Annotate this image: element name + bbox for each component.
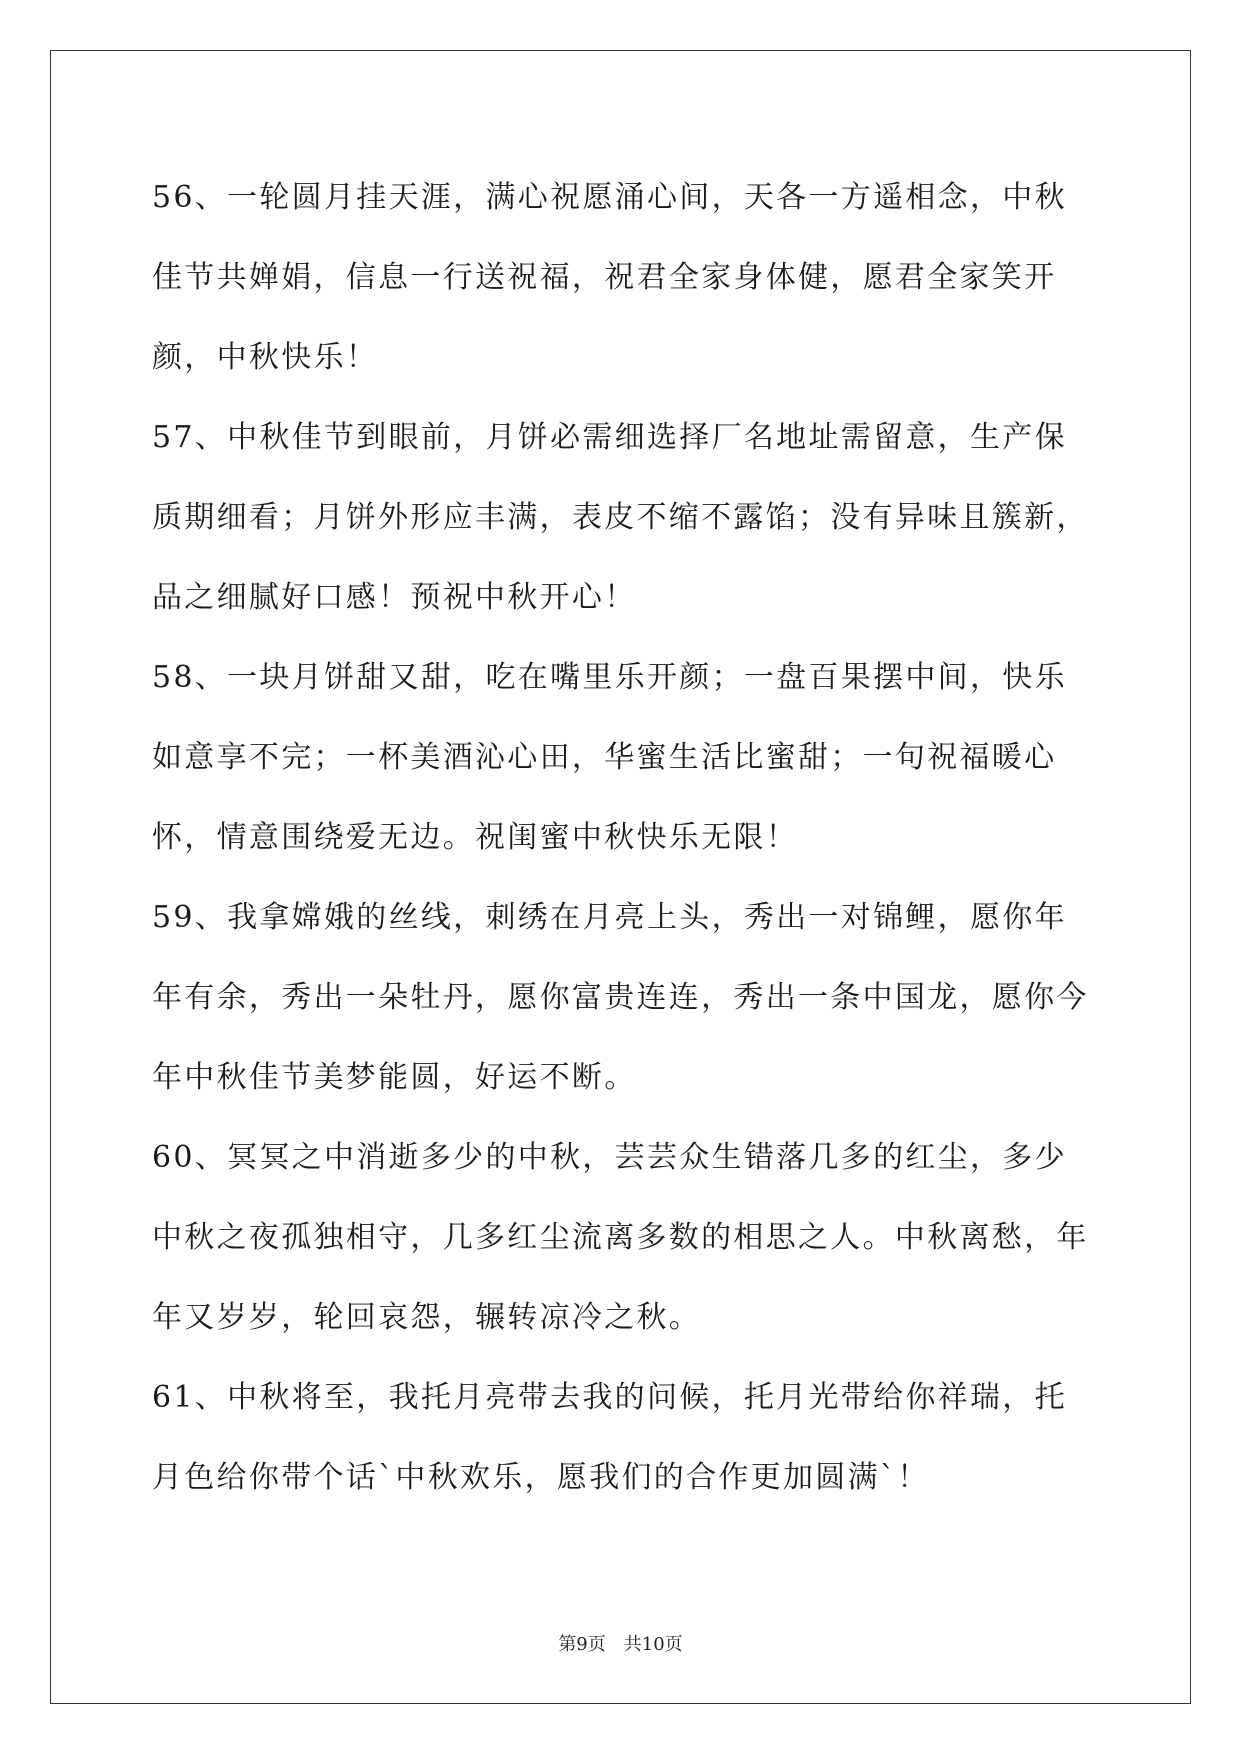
paragraph-58: 58、一块月饼甜又甜，吃在嘴里乐开颜；一盘百果摆中间，快乐如意享不完；一杯美酒沁心田，华蜜生活比蜜甜；一句祝福暖心怀，情意围绕爱无边。祝闺蜜中秋快乐无限！ [152, 660, 1067, 855]
page-total: 共10页 [623, 1634, 683, 1655]
paragraph-60: 60、冥冥之中消逝多少的中秋，芸芸众生错落几多的红尘，多少中秋之夜孤独相守，几多红尘流离多数的相思之人。中秋离愁，年年又岁岁，轮回哀怨，辗转凉冷之秋。 [152, 1140, 1089, 1335]
paragraph-61: 61、中秋将至，我托月亮带去我的问候，托月光带给你祥瑞，托月色给你带个话`中秋欢乐，愿我们的合作更加圆满`！ [152, 1380, 1067, 1495]
page-number: 第9页 [558, 1634, 606, 1655]
paragraph-59: 59、我拿嫦娥的丝线，刺绣在月亮上头，秀出一对锦鲤，愿你年年有余，秀出一朵牡丹，愿你富贵连连，秀出一条中国龙，愿你今年中秋佳节美梦能圆，好运不断。 [152, 900, 1089, 1095]
paragraph-57: 57、中秋佳节到眼前，月饼必需细选择厂名地址需留意，生产保质期细看；月饼外形应丰满，表皮不缩不露馅；没有异味且簇新，品之细腻好口感！预祝中秋开心！ [152, 420, 1089, 615]
paragraph-56: 56、一轮圆月挂天涯，满心祝愿涌心间，天各一方遥相念，中秋佳节共婵娟，信息一行送祝福，祝君全家身体健，愿君全家笑开颜，中秋快乐！ [152, 180, 1067, 375]
page-footer [0, 1630, 1241, 1656]
document-body [152, 158, 1092, 1518]
